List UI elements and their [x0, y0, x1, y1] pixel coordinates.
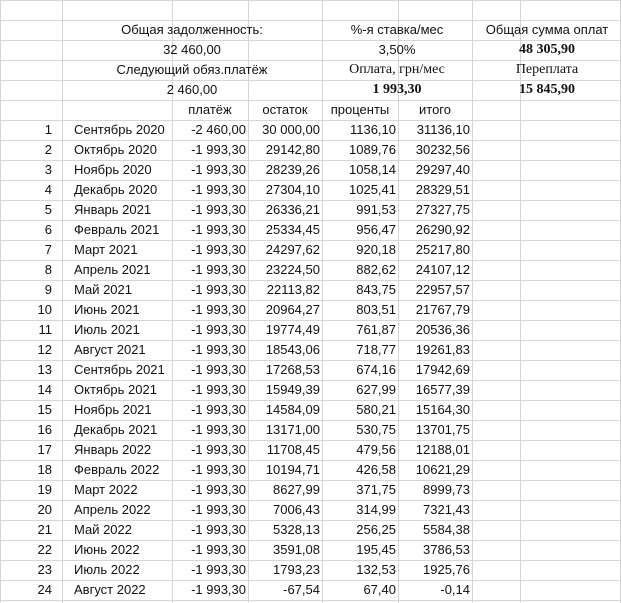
row-interest[interactable]: 1025,41	[349, 182, 396, 197]
total-payments-label[interactable]: Общая сумма оплат	[485, 22, 609, 37]
row-balance[interactable]: 5328,13	[273, 522, 320, 537]
row-payment[interactable]: -1 993,30	[191, 582, 246, 597]
row-balance[interactable]: 18543,06	[265, 342, 320, 357]
row-month[interactable]: Сентябрь 2020	[74, 122, 165, 137]
row-number[interactable]: 6	[44, 222, 52, 237]
row-interest[interactable]: 761,87	[356, 322, 396, 337]
row-payment[interactable]: -1 993,30	[191, 362, 246, 377]
row-payment[interactable]: -1 993,30	[191, 262, 246, 277]
row-month[interactable]: Февраль 2021	[74, 222, 160, 237]
row-balance[interactable]: 11708,45	[266, 442, 320, 457]
row-interest[interactable]: 627,99	[356, 382, 396, 397]
row-payment[interactable]: -1 993,30	[191, 502, 246, 517]
row-total[interactable]: 12188,01	[415, 442, 470, 457]
row-balance[interactable]: 20964,27	[265, 302, 320, 317]
row-interest[interactable]: 314,99	[356, 502, 396, 517]
row-balance[interactable]: -67,54	[283, 582, 320, 597]
row-balance[interactable]: 3591,08	[273, 542, 320, 557]
total-payments-value[interactable]: 48 305,90	[519, 42, 575, 57]
row-total[interactable]: 15164,30	[415, 402, 470, 417]
row-interest[interactable]: 67,40	[363, 582, 396, 597]
row-month[interactable]: Июль 2022	[74, 562, 140, 577]
row-balance[interactable]: 15949,39	[265, 382, 320, 397]
row-number[interactable]: 24	[37, 582, 52, 597]
row-balance[interactable]: 26336,21	[265, 202, 320, 217]
row-interest[interactable]: 920,18	[356, 242, 396, 257]
row-number[interactable]: 9	[44, 282, 52, 297]
row-interest[interactable]: 803,51	[356, 302, 396, 317]
row-total[interactable]: 10621,29	[415, 462, 470, 477]
row-balance[interactable]: 7006,43	[273, 502, 320, 517]
row-number[interactable]: 21	[37, 522, 52, 537]
row-month[interactable]: Январь 2022	[74, 442, 152, 457]
row-interest[interactable]: 882,62	[356, 262, 396, 277]
row-balance[interactable]: 29142,80	[265, 142, 320, 157]
row-month[interactable]: Август 2021	[74, 342, 146, 357]
row-number[interactable]: 10	[37, 302, 52, 317]
row-total[interactable]: 22957,57	[415, 282, 470, 297]
row-total[interactable]: 29297,40	[415, 162, 470, 177]
row-month[interactable]: Июль 2021	[74, 322, 140, 337]
row-balance[interactable]: 27304,10	[265, 182, 320, 197]
row-month[interactable]: Ноябрь 2020	[74, 162, 152, 177]
row-number[interactable]: 4	[44, 182, 52, 197]
row-total[interactable]: 24107,12	[415, 262, 470, 277]
row-total[interactable]: 27327,75	[415, 202, 470, 217]
row-month[interactable]: Декабрь 2021	[74, 422, 158, 437]
row-payment[interactable]: -1 993,30	[191, 222, 246, 237]
row-interest[interactable]: 674,16	[356, 362, 396, 377]
row-balance[interactable]: 24297,62	[265, 242, 320, 257]
header-payment[interactable]: платёж	[188, 102, 232, 117]
row-payment[interactable]: -1 993,30	[191, 202, 246, 217]
row-month[interactable]: Декабрь 2020	[74, 182, 158, 197]
row-interest[interactable]: 991,53	[356, 202, 396, 217]
row-total[interactable]: 26290,92	[415, 222, 470, 237]
row-interest[interactable]: 256,25	[356, 522, 396, 537]
row-number[interactable]: 1	[44, 122, 52, 137]
row-total[interactable]: 31136,10	[416, 122, 470, 137]
row-number[interactable]: 17	[37, 442, 52, 457]
row-payment[interactable]: -1 993,30	[191, 162, 246, 177]
overpayment-value[interactable]: 15 845,90	[519, 82, 575, 97]
row-month[interactable]: Сентябрь 2021	[74, 362, 165, 377]
next-payment-label[interactable]: Следующий обяз.платёж	[116, 62, 268, 77]
row-total[interactable]: 28329,51	[415, 182, 470, 197]
row-interest[interactable]: 132,53	[356, 562, 396, 577]
header-interest[interactable]: проценты	[330, 102, 390, 117]
row-number[interactable]: 3	[44, 162, 52, 177]
row-total[interactable]: 13701,75	[415, 422, 470, 437]
row-number[interactable]: 23	[37, 562, 52, 577]
row-payment[interactable]: -1 993,30	[191, 342, 246, 357]
row-total[interactable]: 20536,36	[415, 322, 470, 337]
row-interest[interactable]: 718,77	[356, 342, 396, 357]
row-total[interactable]: 19261,83	[415, 342, 470, 357]
row-interest[interactable]: 479,56	[356, 442, 396, 457]
row-month[interactable]: Май 2022	[74, 522, 132, 537]
row-payment[interactable]: -2 460,00	[191, 122, 246, 137]
monthly-payment-value[interactable]: 1 993,30	[372, 82, 422, 97]
row-total[interactable]: 16577,39	[415, 382, 470, 397]
row-number[interactable]: 8	[44, 262, 52, 277]
row-balance[interactable]: 1793,23	[273, 562, 320, 577]
row-interest[interactable]: 426,58	[356, 462, 396, 477]
row-balance[interactable]: 23224,50	[265, 262, 320, 277]
row-month[interactable]: Январь 2021	[74, 202, 152, 217]
row-total[interactable]: 30232,56	[415, 142, 470, 157]
row-month[interactable]: Октябрь 2020	[74, 142, 157, 157]
overpayment-label[interactable]: Переплата	[515, 62, 579, 77]
row-payment[interactable]: -1 993,30	[191, 442, 246, 457]
row-month[interactable]: Июнь 2021	[74, 302, 140, 317]
rate-label[interactable]: %-я ставка/мес	[350, 22, 444, 37]
row-payment[interactable]: -1 993,30	[191, 242, 246, 257]
row-balance[interactable]: 10194,71	[265, 462, 320, 477]
row-number[interactable]: 20	[37, 502, 52, 517]
row-interest[interactable]: 580,21	[356, 402, 396, 417]
row-payment[interactable]: -1 993,30	[191, 522, 246, 537]
row-number[interactable]: 5	[44, 202, 52, 217]
header-balance[interactable]: остаток	[262, 102, 308, 117]
row-month[interactable]: Март 2021	[74, 242, 138, 257]
row-number[interactable]: 2	[44, 142, 52, 157]
row-payment[interactable]: -1 993,30	[191, 562, 246, 577]
row-payment[interactable]: -1 993,30	[191, 542, 246, 557]
header-total[interactable]: итого	[419, 102, 451, 117]
row-month[interactable]: Октябрь 2021	[74, 382, 157, 397]
debt-label[interactable]: Общая задолженность:	[121, 22, 263, 37]
row-number[interactable]: 16	[37, 422, 52, 437]
row-number[interactable]: 18	[37, 462, 52, 477]
row-payment[interactable]: -1 993,30	[191, 482, 246, 497]
row-interest[interactable]: 956,47	[356, 222, 396, 237]
row-balance[interactable]: 22113,82	[266, 282, 320, 297]
row-number[interactable]: 11	[38, 322, 52, 337]
row-total[interactable]: 21767,79	[415, 302, 470, 317]
row-interest[interactable]: 530,75	[356, 422, 396, 437]
row-total[interactable]: 25217,80	[415, 242, 470, 257]
row-interest[interactable]: 371,75	[356, 482, 396, 497]
row-payment[interactable]: -1 993,30	[191, 422, 246, 437]
row-balance[interactable]: 28239,26	[265, 162, 320, 177]
monthly-payment-label[interactable]: Оплата, грн/мес	[349, 62, 445, 77]
row-month[interactable]: Ноябрь 2021	[74, 402, 152, 417]
row-number[interactable]: 13	[37, 362, 52, 377]
row-total[interactable]: 8999,73	[423, 482, 470, 497]
row-payment[interactable]: -1 993,30	[191, 382, 246, 397]
row-payment[interactable]: -1 993,30	[191, 322, 246, 337]
row-number[interactable]: 14	[37, 382, 52, 397]
row-interest[interactable]: 1058,14	[349, 162, 396, 177]
row-number[interactable]: 15	[37, 402, 52, 417]
row-month[interactable]: Апрель 2021	[74, 262, 151, 277]
row-payment[interactable]: -1 993,30	[191, 402, 246, 417]
row-balance[interactable]: 19774,49	[265, 322, 320, 337]
row-interest[interactable]: 843,75	[356, 282, 396, 297]
row-payment[interactable]: -1 993,30	[191, 182, 246, 197]
row-payment[interactable]: -1 993,30	[191, 282, 246, 297]
row-balance[interactable]: 25334,45	[265, 222, 320, 237]
row-month[interactable]: Август 2022	[74, 582, 146, 597]
row-number[interactable]: 19	[37, 482, 52, 497]
row-interest[interactable]: 1089,76	[349, 142, 396, 157]
row-balance[interactable]: 13171,00	[265, 422, 320, 437]
row-total[interactable]: 1925,76	[423, 562, 470, 577]
row-payment[interactable]: -1 993,30	[191, 302, 246, 317]
row-balance[interactable]: 17268,53	[265, 362, 320, 377]
next-payment-value[interactable]: 2 460,00	[166, 82, 218, 97]
row-total[interactable]: -0,14	[440, 582, 470, 597]
row-month[interactable]: Апрель 2022	[74, 502, 151, 517]
row-payment[interactable]: -1 993,30	[191, 462, 246, 477]
row-total[interactable]: 17942,69	[415, 362, 470, 377]
row-month[interactable]: Март 2022	[74, 482, 138, 497]
row-balance[interactable]: 8627,99	[273, 482, 320, 497]
row-month[interactable]: Июнь 2022	[74, 542, 140, 557]
row-number[interactable]: 7	[44, 242, 52, 257]
row-payment[interactable]: -1 993,30	[191, 142, 246, 157]
debt-value[interactable]: 32 460,00	[163, 42, 221, 57]
row-balance[interactable]: 30 000,00	[262, 122, 320, 137]
row-total[interactable]: 5584,38	[423, 522, 470, 537]
row-month[interactable]: Май 2021	[74, 282, 132, 297]
row-total[interactable]: 7321,43	[423, 502, 470, 517]
row-month[interactable]: Февраль 2022	[74, 462, 160, 477]
row-interest[interactable]: 195,45	[356, 542, 396, 557]
row-interest[interactable]: 1136,10	[349, 122, 396, 137]
rate-value[interactable]: 3,50%	[378, 42, 416, 57]
row-balance[interactable]: 14584,09	[265, 402, 320, 417]
row-total[interactable]: 3786,53	[423, 542, 470, 557]
row-number[interactable]: 12	[37, 342, 52, 357]
row-number[interactable]: 22	[37, 542, 52, 557]
